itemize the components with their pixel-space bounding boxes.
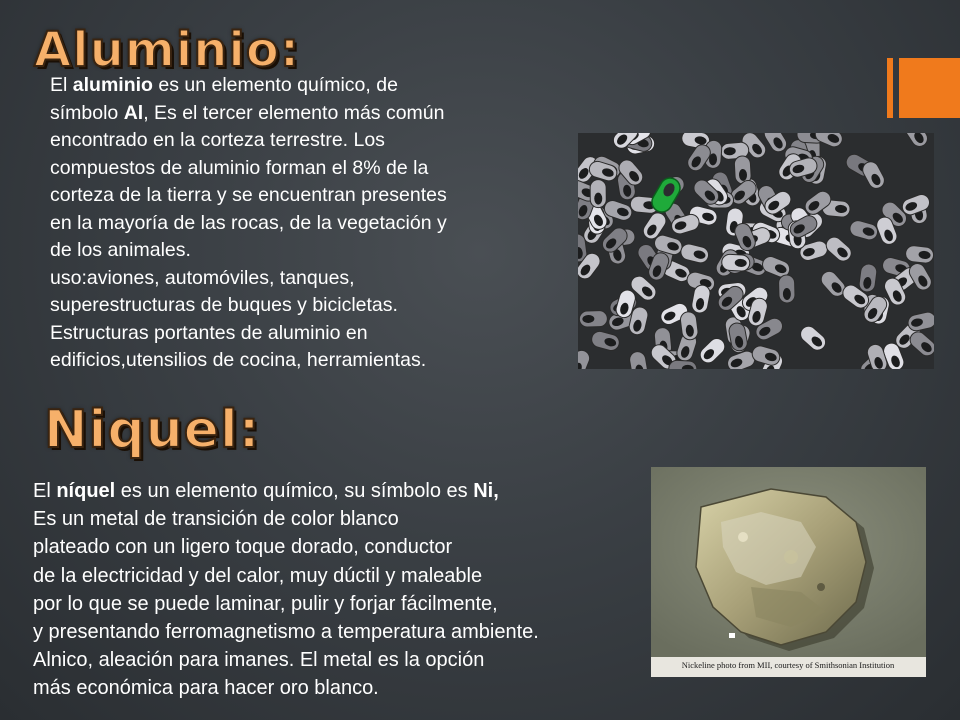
aluminio-title: Aluminio:	[34, 22, 301, 78]
paragraph-line: de la electricidad y del calor, muy dúctil y maleable	[33, 564, 483, 587]
paragraph-line: Alnico, aleación para imanes. El metal es la opción	[33, 649, 485, 672]
accent-bar-thick	[899, 58, 960, 118]
paragraph-line: El aluminio es un elemento químico, de	[50, 74, 398, 96]
paragraph-line: corteza de la tierra y se encuentran presentes	[50, 184, 447, 206]
paragraph-line: Estructuras portantes de aluminio en	[50, 321, 368, 344]
paragraph-line: encontrado en la corteza terrestre. Los	[50, 129, 385, 151]
bold-term: níquel	[56, 480, 116, 502]
paragraph-line: El níquel es un elemento químico, su símbolo es Ni,	[33, 480, 499, 502]
bold-term: aluminio	[72, 74, 153, 96]
aluminium-tabs-photo	[578, 133, 934, 369]
paragraph-line: plateado con un ligero toque dorado, conductor	[33, 536, 453, 559]
paragraph-line: de los animales.	[50, 239, 191, 261]
aluminio-paragraph	[50, 72, 447, 375]
paragraph-line: símbolo Al, Es el tercer elemento más común	[50, 101, 445, 124]
nickeline-photo	[651, 467, 926, 677]
nickeline-caption: Nickeline photo from MII, courtesy of Smithsonian Institution	[681, 660, 895, 670]
paragraph-line: y presentando ferromagnetismo a temperatura ambiente.	[33, 621, 539, 644]
paragraph-line: Es un metal de transición de color blanco	[33, 508, 399, 531]
paragraph-line: edificios,utensilios de cocina, herramientas.	[50, 349, 427, 371]
accent-bar-thin	[887, 58, 893, 118]
paragraph-line: en la mayoría de las rocas, de la vegetación y	[50, 211, 447, 234]
niquel-paragraph	[33, 477, 539, 703]
paragraph-line: por lo que se puede laminar, pulir y forjar fácilmente,	[33, 592, 498, 615]
bold-term: Ni,	[473, 480, 499, 502]
bold-term: Al	[123, 101, 144, 124]
paragraph-line: más económica para hacer oro blanco.	[33, 677, 379, 700]
niquel-title: Niquel:	[44, 400, 261, 460]
paragraph-line: superestructuras de buques y bicicletas.	[50, 294, 398, 316]
paragraph-line: uso:aviones, automóviles, tanques,	[50, 266, 355, 289]
paragraph-line: compuestos de aluminio forman el 8% de la	[50, 156, 429, 179]
